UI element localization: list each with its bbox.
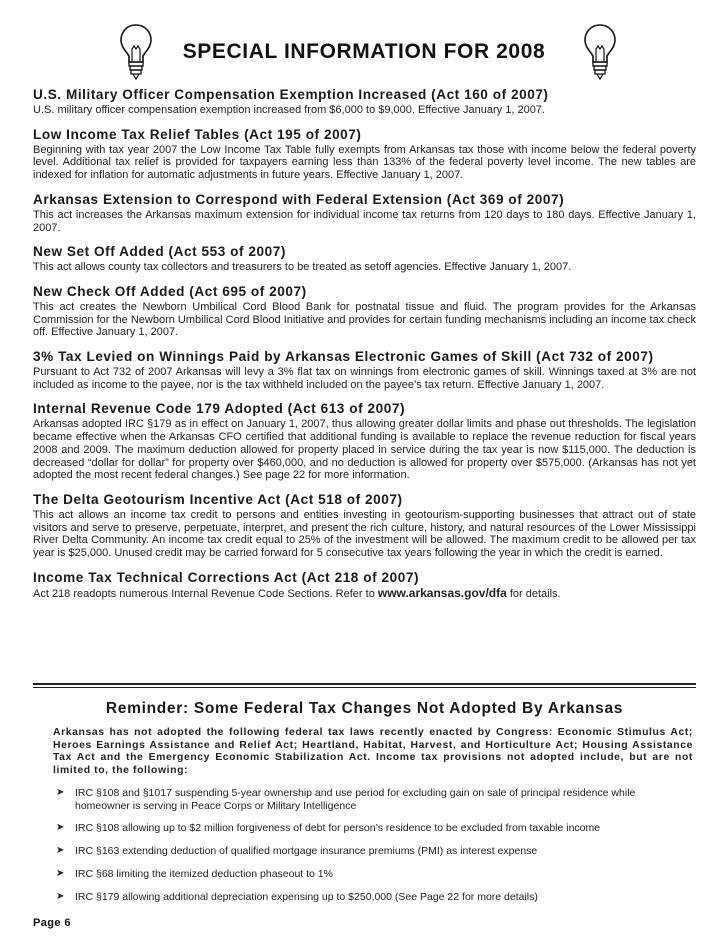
- page-header: [0, 22, 728, 82]
- reminder-intro: Arkansas has not adopted the following federal tax laws recently enacted by Congress: Economic Stimulus Act; Heroes Earnings Assistance and Relief Act; Heartland, Habitat, Harvest, and Horticulture Act; Housing Assistance Tax Act and the Emergency Economic Stabilization Act. Income tax provisions not adopted include, but are not limited to, the following:: [53, 727, 693, 776]
- section-heading: New Set Off Added (Act 553 of 2007): [33, 244, 286, 260]
- reminder-title: Reminder: Some Federal Tax Changes Not Adopted By Arkansas: [105, 700, 624, 717]
- page-number: Page 6: [33, 917, 71, 929]
- list-item: [53, 787, 693, 822]
- arrow-bullet-icon: ➤: [56, 891, 65, 902]
- section-heading: The Delta Geotourism Incentive Act (Act 518 of 2007): [33, 491, 403, 507]
- section-heading: Arkansas Extension to Correspond with Federal Extension (Act 369 of 2007): [33, 191, 565, 207]
- section-heading: New Check Off Added (Act 695 of 2007): [33, 283, 307, 299]
- section-set-off: [33, 243, 696, 274]
- reminder-list: [53, 787, 693, 911]
- list-item-text: IRC §179 allowing additional depreciation expensing up to $250,000 (See Page 22 for more details): [75, 891, 538, 903]
- section-extension: [33, 191, 696, 234]
- list-item-text: IRC §108 and §1017 suspending 5-year ownership and use period for excluding gain on sale of principal residence while homeowner is serving in Peace Corps or Military Intelligence: [75, 787, 636, 812]
- section-games-of-skill: [33, 348, 696, 391]
- list-item-text: IRC §108 allowing up to $2 million forgiveness of debt for person’s residence to be excluded from taxable income: [75, 822, 601, 834]
- section-irc-179: [33, 400, 696, 482]
- section-body: This act allows an income tax credit to persons and entities investing in geotourism-supporting businesses that attract out of state visitors and serve to preserve, perpetuate, interpret, and present the rich culture, history, and natural resources of the Lower Mississippi River Delta Community. An income tax credit equal to 25% of the investment will be allowed. The maximum credit to be allowed per tax year is $25,000. Unused credit may be carried forward for 5 consecutive tax years following the year in which the credit is earned.: [33, 508, 696, 560]
- section-heading: Income Tax Technical Corrections Act (Act 218 of 2007): [33, 569, 420, 585]
- dfa-website-link[interactable]: www.arkansas.gov/dfa: [377, 585, 507, 600]
- list-item: [53, 822, 693, 845]
- section-body-text-after: for details.: [506, 587, 561, 600]
- section-body: Arkansas adopted IRC §179 as in effect on January 1, 2007, thus allowing greater dollar limits and phase out thresholds. The legislation became effective when the Arkansas CFO certified that additional funding is available to replace the revenue reduction for fiscal years 2008 and 2009. The maximum deduction allowed for property placed in service during the tax year is now $115,000. The deduction is decreased “dollar for dollar” for property over $460,000, and no deduction is allowed for property over $575,000. (Arkansas has not yet adopted the most recent federal changes.) See page 22 for more information.: [33, 418, 696, 482]
- info-sections: [33, 86, 696, 609]
- list-item: [53, 868, 693, 891]
- section-body: This act allows county tax collectors and treasurers to be treated as setoff agencies. Effective January 1, 2007.: [33, 261, 572, 274]
- page-title: SPECIAL INFORMATION FOR 2008: [182, 40, 546, 63]
- section-body: U.S. military officer compensation exemption increased from $6,000 to $9,000. Effective January 1, 2007.: [33, 104, 545, 116]
- section-technical-corrections: [33, 569, 696, 601]
- list-item-text: IRC §68 limiting the itemized deduction phaseout to 1%: [75, 868, 333, 880]
- arrow-bullet-icon: ➤: [56, 822, 65, 833]
- section-body: [33, 587, 696, 601]
- section-heading: Internal Revenue Code 179 Adopted (Act 613 of 2007): [33, 401, 406, 417]
- section-body: This act increases the Arkansas maximum extension for individual income tax returns from 120 days to 180 days. Effective January 1, 2007.: [33, 208, 696, 234]
- section-body: Beginning with tax year 2007 the Low Income Tax Table fully exempts from Arkansas tax those with income below the federal poverty level. Additional tax relief is provided for taxpayers earning less than 133% of the federal poverty level income. The new tables are indexed for inflation for automatic adjustments in future years. Effective January 1, 2007.: [33, 143, 696, 182]
- list-item: [53, 845, 693, 868]
- arrow-bullet-icon: ➤: [56, 787, 65, 798]
- divider: [33, 683, 696, 691]
- section-body: This act creates the Newborn Umbilical Cord Blood Bank for postnatal tissue and fluid. The program provides for the Arkansas Commission for the Newborn Umbilical Cord Blood Initiative and provides for certain funding mechanisms including an income tax check off. Effective January 1, 2007.: [33, 300, 696, 339]
- section-heading: 3% Tax Levied on Winnings Paid by Arkansas Electronic Games of Skill (Act 732 of 2007): [33, 349, 654, 365]
- section-body: Pursuant to Act 732 of 2007 Arkansas will levy a 3% flat tax on winnings from electronic games of skill. Winnings taxed at 3% are not included as income to the payee, nor is the tax withheld included on the payee’s tax return. Effective January 1, 2007.: [33, 366, 696, 391]
- section-check-off: [33, 283, 696, 339]
- section-heading: Low Income Tax Relief Tables (Act 195 of 2007): [33, 126, 362, 142]
- list-item: [53, 891, 693, 911]
- section-delta-geotourism: [33, 491, 696, 560]
- arrow-bullet-icon: ➤: [56, 868, 65, 879]
- section-low-income-tables: [33, 126, 696, 182]
- section-military-exemption: [33, 86, 696, 117]
- arrow-bullet-icon: ➤: [56, 845, 65, 856]
- section-body-text: Act 218 readopts numerous Internal Revenue Code Sections. Refer to: [33, 587, 375, 600]
- lightbulb-icon: [582, 22, 618, 82]
- list-item-text: IRC §163 extending deduction of qualified mortgage insurance premiums (PMI) as interest expense: [75, 845, 538, 857]
- reminder-box: [33, 683, 696, 911]
- section-heading: U.S. Military Officer Compensation Exemption Increased (Act 160 of 2007): [33, 87, 549, 102]
